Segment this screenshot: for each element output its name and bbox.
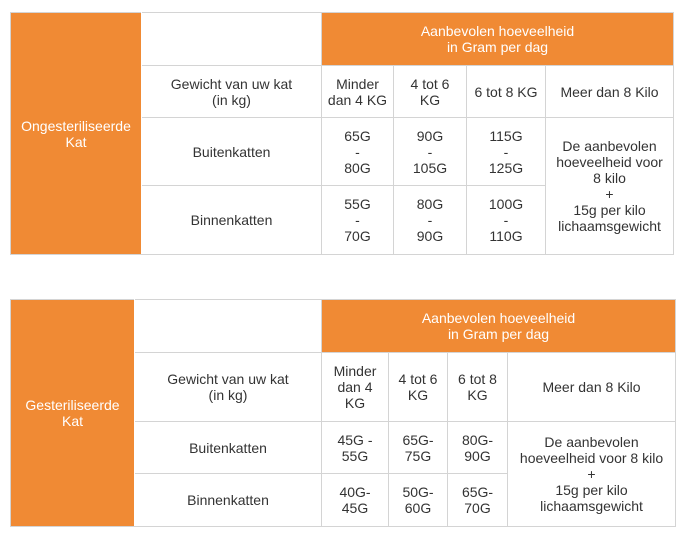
table-cell: 65G- 70G <box>448 474 508 527</box>
table-cell: 80G- 90G <box>448 422 508 474</box>
cat-group-label: Gesteriliseerde Kat <box>11 300 135 527</box>
weight-label: Gewicht van uw kat (in kg) <box>135 353 322 422</box>
column-header: Minder dan 4 KG <box>322 353 389 422</box>
column-header: 4 tot 6 KG <box>394 66 467 118</box>
table-cell: 65G- 75G <box>389 422 448 474</box>
column-header: Meer dan 8 Kilo <box>546 66 674 118</box>
empty-header-cell <box>142 13 322 66</box>
table-cell: 50G- 60G <box>389 474 448 527</box>
table-cell: 100G - 110G <box>467 186 546 255</box>
empty-header-cell <box>135 300 322 353</box>
weight-label: Gewicht van uw kat (in kg) <box>142 66 322 118</box>
recommended-amount-header: Aanbevolen hoeveelheid in Gram per dag <box>322 13 674 66</box>
column-header: 6 tot 8 KG <box>467 66 546 118</box>
over-8-kilo-note: De aanbevolen hoeveelheid voor 8 kilo + 15g per kilo lichaamsgewicht <box>546 118 674 255</box>
recommended-amount-header: Aanbevolen hoeveelheid in Gram per dag <box>322 300 676 353</box>
table-cell: 115G - 125G <box>467 118 546 186</box>
column-header: 6 tot 8 KG <box>448 353 508 422</box>
table-cell: 80G - 90G <box>394 186 467 255</box>
row-label: Binnenkatten <box>142 186 322 255</box>
table-cell: 55G - 70G <box>322 186 394 255</box>
cat-group-label: Ongesteriliseerde Kat <box>11 13 142 255</box>
table-cell: 45G - 55G <box>322 422 389 474</box>
row-label: Binnenkatten <box>135 474 322 527</box>
feeding-table-sterilized <box>10 299 676 527</box>
feeding-table-unsterilized <box>10 12 674 255</box>
over-8-kilo-note: De aanbevolen hoeveelheid voor 8 kilo + 15g per kilo lichaamsgewicht <box>508 422 676 527</box>
column-header: 4 tot 6 KG <box>389 353 448 422</box>
column-header: Meer dan 8 Kilo <box>508 353 676 422</box>
table-cell: 40G- 45G <box>322 474 389 527</box>
table-cell: 65G - 80G <box>322 118 394 186</box>
column-header: Minder dan 4 KG <box>322 66 394 118</box>
row-label: Buitenkatten <box>135 422 322 474</box>
table-cell: 90G - 105G <box>394 118 467 186</box>
row-label: Buitenkatten <box>142 118 322 186</box>
